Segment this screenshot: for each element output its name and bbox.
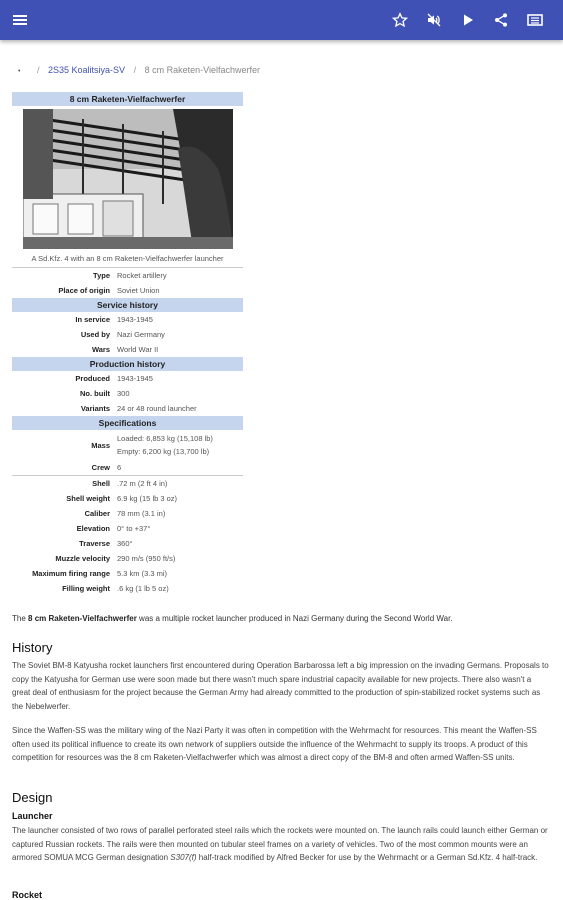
infobox-row: Muzzle velocity 290 m/s (950 ft/s): [55, 554, 176, 563]
infobox-title: 8 cm Raketen-Vielfachwerfer: [12, 92, 243, 106]
reader-icon[interactable]: [525, 10, 545, 30]
article-lead: The 8 cm Raketen-Vielfachwerfer was a multiple rocket launcher produced in Nazi Germany during the Second World War.: [12, 614, 453, 623]
star-icon[interactable]: [390, 10, 410, 30]
infobox-caption: A Sd.Kfz. 4 with an 8 cm Raketen-Vielfachwerfer launcher: [12, 249, 243, 268]
infobox-row-mass: Mass Loaded: 6,853 kg (15,108 lb) Empty: 6,200 kg (13,700 lb): [91, 434, 213, 456]
history-paragraph-1: The Soviet BM-8 Katyusha rocket launchers first encountered during Operation Barbarossa left a big impression on the invading Germans. Proposals to copy the Katyusha for German use were soon made but there wasn't much spare industrial capacity available for new projects. There also wasn't a great deal of enthusiasm for the project because the German Army had already committed to the production of spin-stabilized rocket systems such as the Nebelwerfer.: [12, 661, 549, 711]
infobox-row: In service 1943-1945: [75, 315, 153, 324]
breadcrumb-item-current: 8 cm Raketen-Vielfachwerfer: [144, 65, 260, 75]
launcher-heading: Launcher: [12, 811, 53, 821]
infobox-row: No. built 300: [80, 389, 130, 398]
history-paragraph-2: Since the Waffen-SS was the military wing of the Nazi Party it was often in competition with the Wehrmacht for resources. This meant the Waffen-SS often used its political influence to create its own network of suppliers outside the influence of the Wehrmacht to supply its troops. A product of this competition for resources was the 8 cm Raketen-Vielfachwerfer which was almost a direct copy of the BM-8 and often armed Waffen-SS units.: [12, 726, 537, 762]
breadcrumb-home[interactable]: •: [18, 68, 21, 75]
infobox-row: Shell .72 m (2 ft 4 in): [92, 479, 168, 488]
infobox-row: Maximum firing range 5.3 km (3.3 mi): [32, 569, 168, 578]
infobox-row: Produced 1943-1945: [75, 374, 153, 383]
infobox-row: Variants 24 or 48 round launcher: [80, 404, 197, 413]
infobox-row: Traverse 360°: [79, 539, 133, 548]
breadcrumb-item-parent[interactable]: 2S35 Koalitsiya-SV: [48, 65, 126, 75]
infobox-section-specs: Specifications: [12, 416, 243, 430]
infobox: [12, 92, 243, 596]
infobox-row: Place of origin Soviet Union: [58, 286, 160, 295]
launcher-paragraph: The launcher consisted of two rows of parallel perforated steel rails which the rockets were mounted on. The launch rails could launch either German or captured Russian rockets. The rails were then mounted on tubular steel frames on a variety of vehicles. Two of the most common mounts were an armored SOMUA MCG German designation S307(f) half-track modified by Alfred Becker for use by the Wehrmacht or a German Sd.Kfz. 4 half-track.: [12, 826, 548, 862]
rocket-heading: Rocket: [12, 890, 43, 900]
infobox-row: Type Rocket artillery: [93, 271, 167, 280]
infobox-row: Used by Nazi Germany: [80, 330, 165, 339]
mute-icon[interactable]: [424, 10, 444, 30]
infobox-section-service: Service history: [12, 298, 243, 312]
hamburger-menu-icon[interactable]: [10, 10, 30, 30]
infobox-row: Caliber 78 mm (3.1 in): [84, 509, 166, 518]
infobox-section-production: Production history: [12, 357, 243, 371]
infobox-photo: [23, 109, 233, 249]
infobox-row: Shell weight 6.9 kg (15 lb 3 oz): [66, 494, 178, 503]
app-toolbar: [0, 0, 563, 40]
design-heading: Design: [12, 790, 53, 805]
play-icon[interactable]: [458, 10, 478, 30]
share-icon[interactable]: [491, 10, 511, 30]
history-heading: History: [12, 640, 53, 655]
infobox-row-crew: Crew 6: [12, 460, 243, 476]
infobox-row: Filling weight .6 kg (1 lb 5 oz): [62, 584, 169, 593]
infobox-row: Wars World War II: [91, 345, 159, 354]
breadcrumb: • / 2S35 Koalitsiya-SV / 8 cm Raketen-Vielfachwerfer: [18, 65, 260, 75]
infobox-row: Elevation 0° to +37°: [76, 524, 151, 533]
